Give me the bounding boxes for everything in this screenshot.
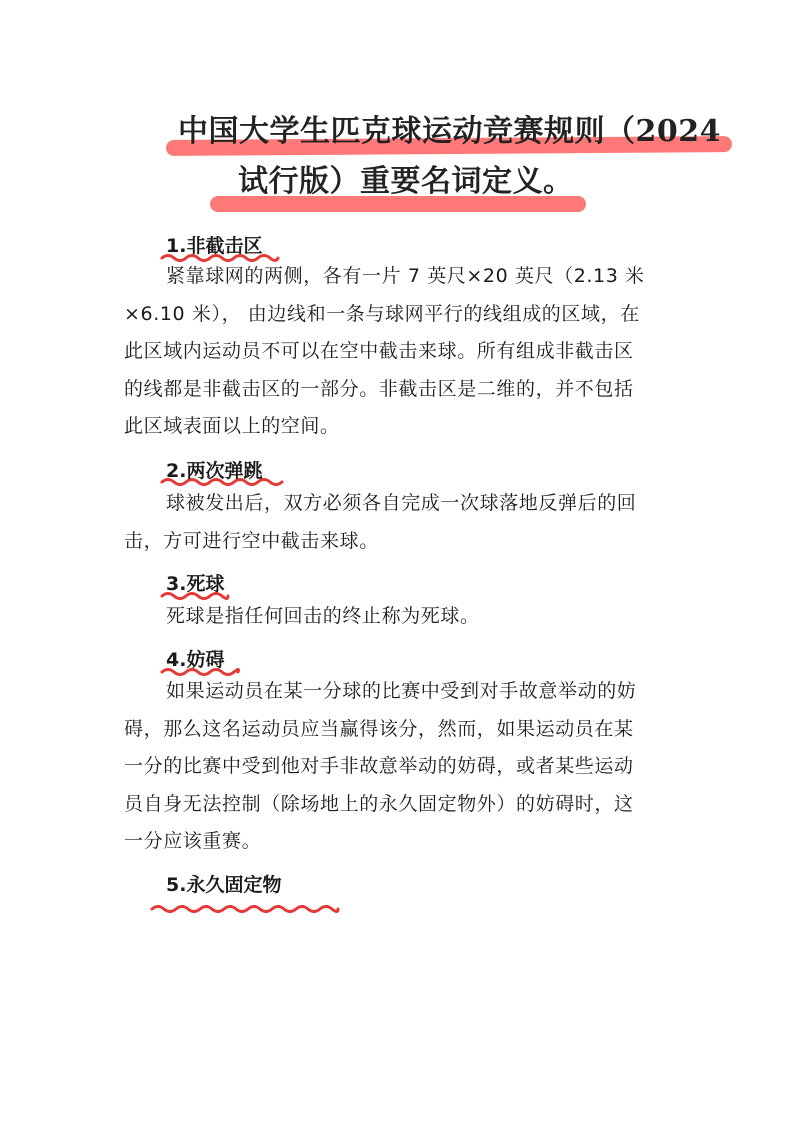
section-heading-5: 5.永久固定物	[166, 874, 282, 896]
body-line: 此区域表面以上的空间。	[124, 415, 340, 437]
body-line: 击，方可进行空中截击来球。	[124, 529, 379, 552]
body-line: 一分应该重赛。	[124, 830, 262, 852]
section-body-4	[124, 673, 684, 861]
document-title-line-1: 中国大学生匹克球运动竞赛规则（2024	[178, 114, 721, 149]
body-line: 球被发出后，双方必须各自完成一次球落地反弹后的回	[166, 492, 637, 514]
body-line: 碍，那么这名运动员应当赢得该分，然而，如果运动员在某	[124, 717, 634, 740]
document-title-line-2: 试行版）重要名词定义。	[238, 164, 574, 199]
section-heading-1: 1.非截击区	[166, 235, 263, 257]
section-heading-3: 3.死球	[166, 573, 225, 595]
body-line: 此区域内运动员不可以在空中截击来球。所有组成非截击区	[124, 340, 634, 362]
section-body-3	[124, 598, 684, 636]
body-line: 死球是指任何回击的终止称为死球。	[166, 605, 480, 627]
section-body-1	[124, 258, 684, 446]
heading-5-underline	[150, 902, 340, 916]
section-body-2	[124, 485, 684, 560]
body-line: 如果运动员在某一分球的比赛中受到对手故意举动的妨	[166, 680, 637, 702]
section-heading-4: 4.妨碍	[166, 649, 225, 671]
body-line: 员自身无法控制（除场地上的永久固定物外）的妨碍时，这	[124, 792, 634, 815]
body-line: 的线都是非截击区的一部分。非截击区是二维的，并不包括	[124, 377, 634, 400]
body-line: ×6.10 米）， 由边线和一条与球网平行的线组成的区域，在	[124, 302, 640, 325]
body-line: 一分的比赛中受到他对手非故意举动的妨碍，或者某些运动	[124, 755, 634, 777]
section-heading-2: 2.两次弹跳	[166, 460, 263, 482]
body-line: 紧靠球网的两侧，各有一片 7 英尺×20 英尺（2.13 米	[166, 265, 645, 287]
